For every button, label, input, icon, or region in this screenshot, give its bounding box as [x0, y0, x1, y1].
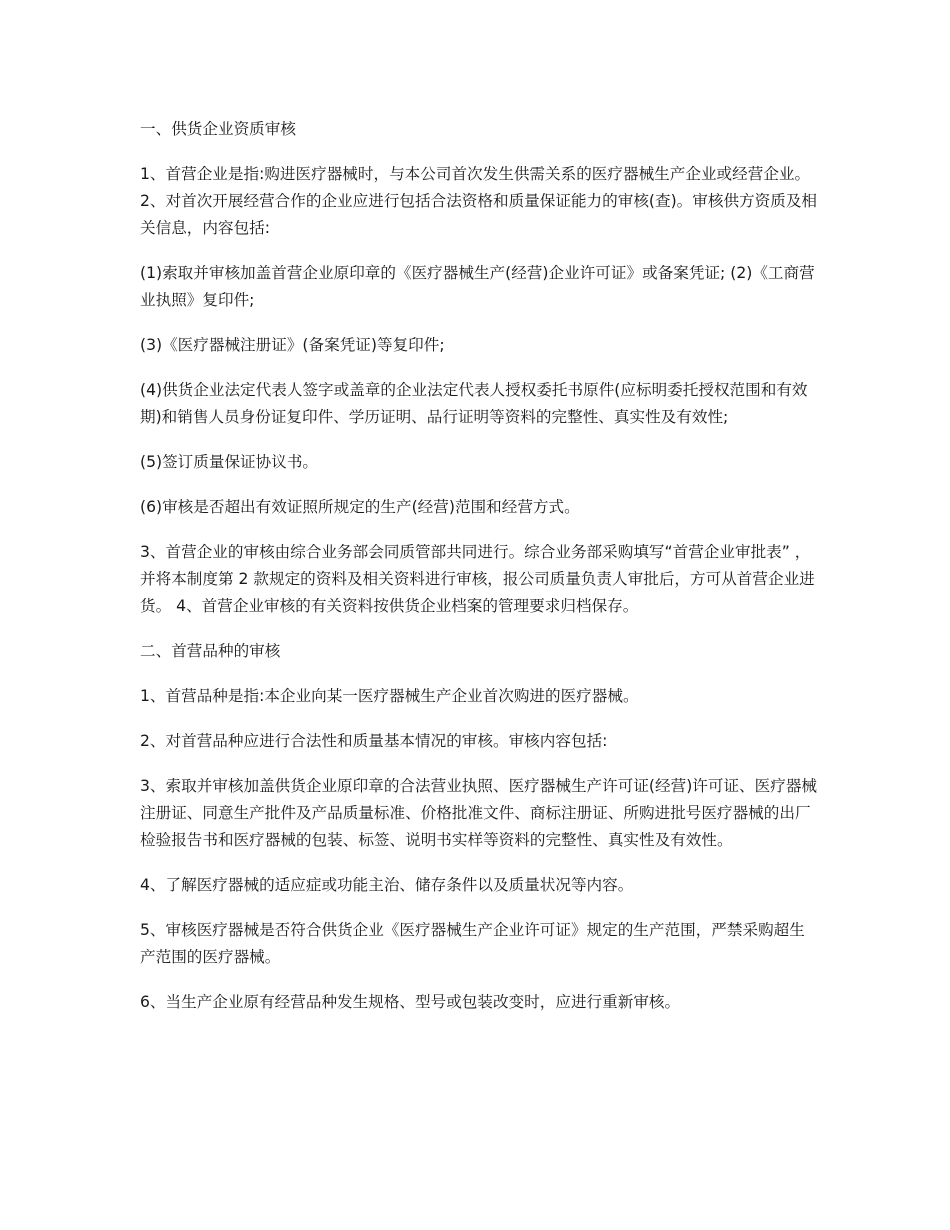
paragraph-first-variety-review-scope: 2、对首营品种应进行合法性和质量基本情况的审核。审核内容包括:	[140, 732, 608, 750]
paragraph-first-variety-re-review: 6、当生产企业原有经营品种发生规格、型号或包装改变时，应进行重新审核。	[140, 993, 681, 1011]
paragraph-first-enterprise-definition: 1、首营企业是指:购进医疗器械时，与本公司首次发生供需关系的医疗器械生产企业或经营企业。 2、对首次开展经营合作的企业应进行包括合法资格和质量保证能力的审核(查)。审核供方资质及相关信息，内容包括:	[140, 165, 818, 237]
paragraph-item-3: (3)《医疗器械注册证》(备案凭证)等复印件;	[140, 336, 445, 354]
paragraph-first-enterprise-review-process: 3、首营企业的审核由综合业务部会同质管部共同进行。综合业务部采购填写“首营企业审批表” ，并将本制度第 2 款规定的资料及相关资料进行审核，报公司质量负责人审批后，方可从首营企业进货。 4、首营企业审核的有关资料按供货企业档案的管理要求归档保存。	[140, 543, 815, 615]
paragraph-first-variety-documents: 3、索取并审核加盖供货企业原印章的合法营业执照、医疗器械生产许可证(经营)许可证、医疗器械注册证、同意生产批件及产品质量标准、价格批准文件、商标注册证、所购进批号医疗器械的出厂检验报告书和医疗器械的包装、标签、说明书实样等资料的完整性、真实性及有效性。	[140, 777, 818, 849]
paragraph-item-1: (1)索取并审核加盖首营企业原印章的《医疗器械生产(经营)企业许可证》或备案凭证; (2)《工商营业执照》复印件;	[140, 264, 815, 309]
paragraph-item-6: (6)审核是否超出有效证照所规定的生产(经营)范围和经营方式。	[140, 498, 580, 516]
paragraph-item-4: (4)供货企业法定代表人签字或盖章的企业法定代表人授权委托书原件(应标明委托授权范围和有效期)和销售人员身份证复印件、学历证明、品行证明等资料的完整性、真实性及有效性;	[140, 381, 808, 426]
document-body	[140, 116, 820, 1034]
paragraph-first-variety-definition: 1、首营品种是指:本企业向某一医疗器械生产企业首次购进的医疗器械。	[140, 687, 639, 705]
paragraph-first-variety-indications: 4、了解医疗器械的适应症或功能主治、储存条件以及质量状况等内容。	[140, 876, 634, 894]
section-heading-first-variety-review: 二、首营品种的审核	[140, 642, 281, 660]
section-heading-supplier-qualification: 一、供货企业资质审核	[140, 120, 296, 138]
paragraph-first-variety-production-scope: 5、审核医疗器械是否符合供货企业《医疗器械生产企业许可证》规定的生产范围，严禁采购超生产范围的医疗器械。	[140, 921, 805, 966]
paragraph-item-5: (5)签订质量保证协议书。	[140, 453, 319, 471]
